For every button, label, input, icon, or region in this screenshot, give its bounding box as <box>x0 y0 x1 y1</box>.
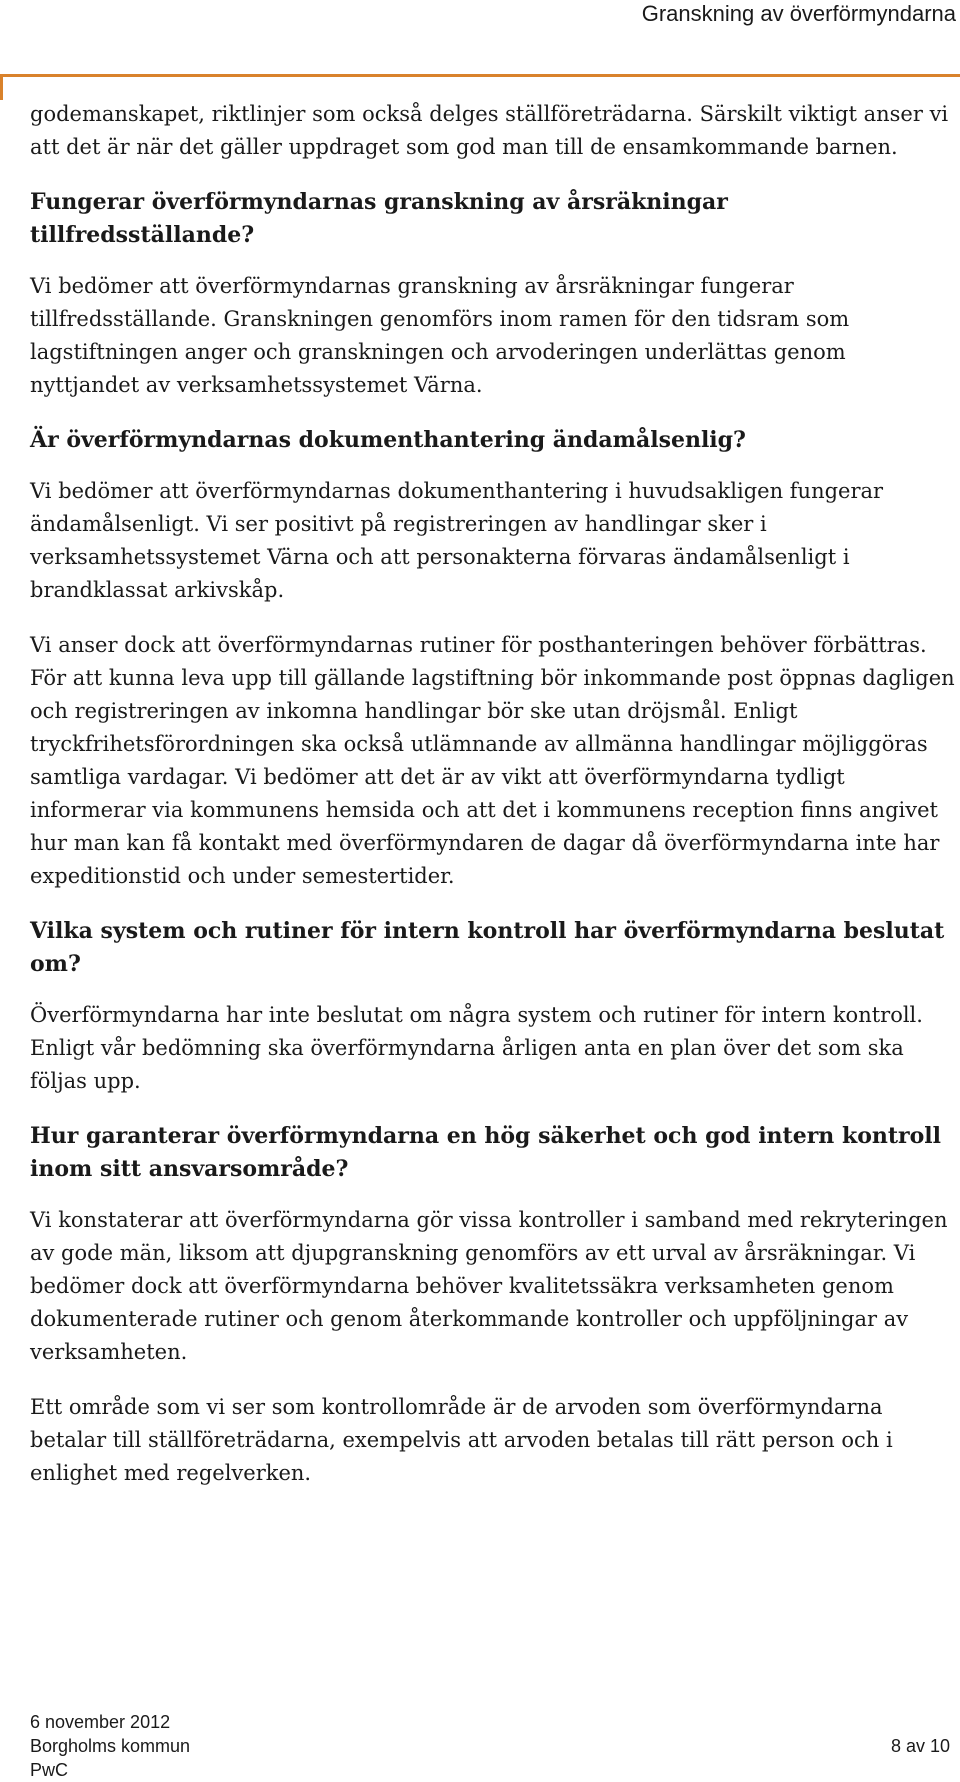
document-body <box>30 98 955 1512</box>
footer-date: 6 november 2012 <box>30 1712 171 1732</box>
paragraph: godemanskapet, riktlinjer som också delges ställföreträdarna. Särskilt viktigt anser vi att det är när det gäller uppdraget som god man till de ensamkommande barnen. <box>30 102 949 159</box>
section-heading: Är överförmyndarnas dokumenthantering ändamålsenlig? <box>30 427 746 453</box>
running-header: Granskning av överförmyndarna <box>641 1 956 26</box>
paragraph: Vi bedömer att överförmyndarnas granskning av årsräkningar fungerar tillfredsställande. Granskningen genomförs inom ramen för den tidsram som lagstiftningen anger och granskningen och arvoderingen underlättas genom nyttjandet av verksamhetssystemet Värna. <box>30 274 850 397</box>
paragraph: Ett område som vi ser som kontrollområde är de arvoden som överförmyndarna betalar till ställföreträdarna, exempelvis att arvoden betalas till rätt person och i enlighet med regelverken. <box>30 1395 893 1485</box>
paragraph: Överförmyndarna har inte beslutat om några system och rutiner för intern kontroll. Enligt vår bedömning ska överförmyndarna årligen anta en plan över det som ska följas upp. <box>30 1003 923 1093</box>
footer-company: PwC <box>30 1760 69 1780</box>
section-heading: Fungerar överförmyndarnas granskning av årsräkningar tillfredsställande? <box>30 189 728 248</box>
paragraph: Vi anser dock att överförmyndarnas rutiner för posthanteringen behöver förbättras. För att kunna leva upp till gällande lagstiftning bör inkommande post öppnas dagligen och registreringen av inkomna handlingar bör ske utan dröjsmål. Enligt tryckfrihetsförordningen ska också utlämnande av allmänna handlingar möjliggöras samtliga vardagar. Vi bedömer att det är av vikt att överförmyndarna tydligt informerar via kommunens hemsida och att det i kommunens reception finns angivet hur man kan få kontakt med överförmyndaren de dagar då överförmyndarna inte har expeditionstid och under semestertider. <box>30 633 955 888</box>
header-rule <box>0 74 960 77</box>
section-heading: Hur garanterar överförmyndarna en hög säkerhet och god intern kontroll inom sitt ansvarsområde? <box>30 1123 942 1182</box>
section-heading: Vilka system och rutiner för intern kontroll har överförmyndarna beslutat om? <box>30 918 945 977</box>
footer-organization: Borgholms kommun <box>30 1736 191 1756</box>
paragraph: Vi bedömer att överförmyndarnas dokumenthantering i huvudsakligen fungerar ändamålsenligt. Vi ser positivt på registreringen av handlingar sker i verksamhetssystemet Värna och att personakterna förvaras ändamålsenligt i brandklassat arkivskåp. <box>30 479 884 602</box>
paragraph: Vi konstaterar att överförmyndarna gör vissa kontroller i samband med rekryteringen av gode män, liksom att djupgranskning genomförs av ett urval av årsräkningar. Vi bedömer dock att överförmyndarna behöver kvalitetssäkra verksamheten genom dokumenterade rutiner och genom återkommande kontroller och uppföljningar av verksamheten. <box>30 1208 948 1364</box>
page-number: 8 av 10 <box>890 1736 950 1756</box>
page-footer <box>30 1710 950 1782</box>
header-rule-corner <box>0 74 3 100</box>
